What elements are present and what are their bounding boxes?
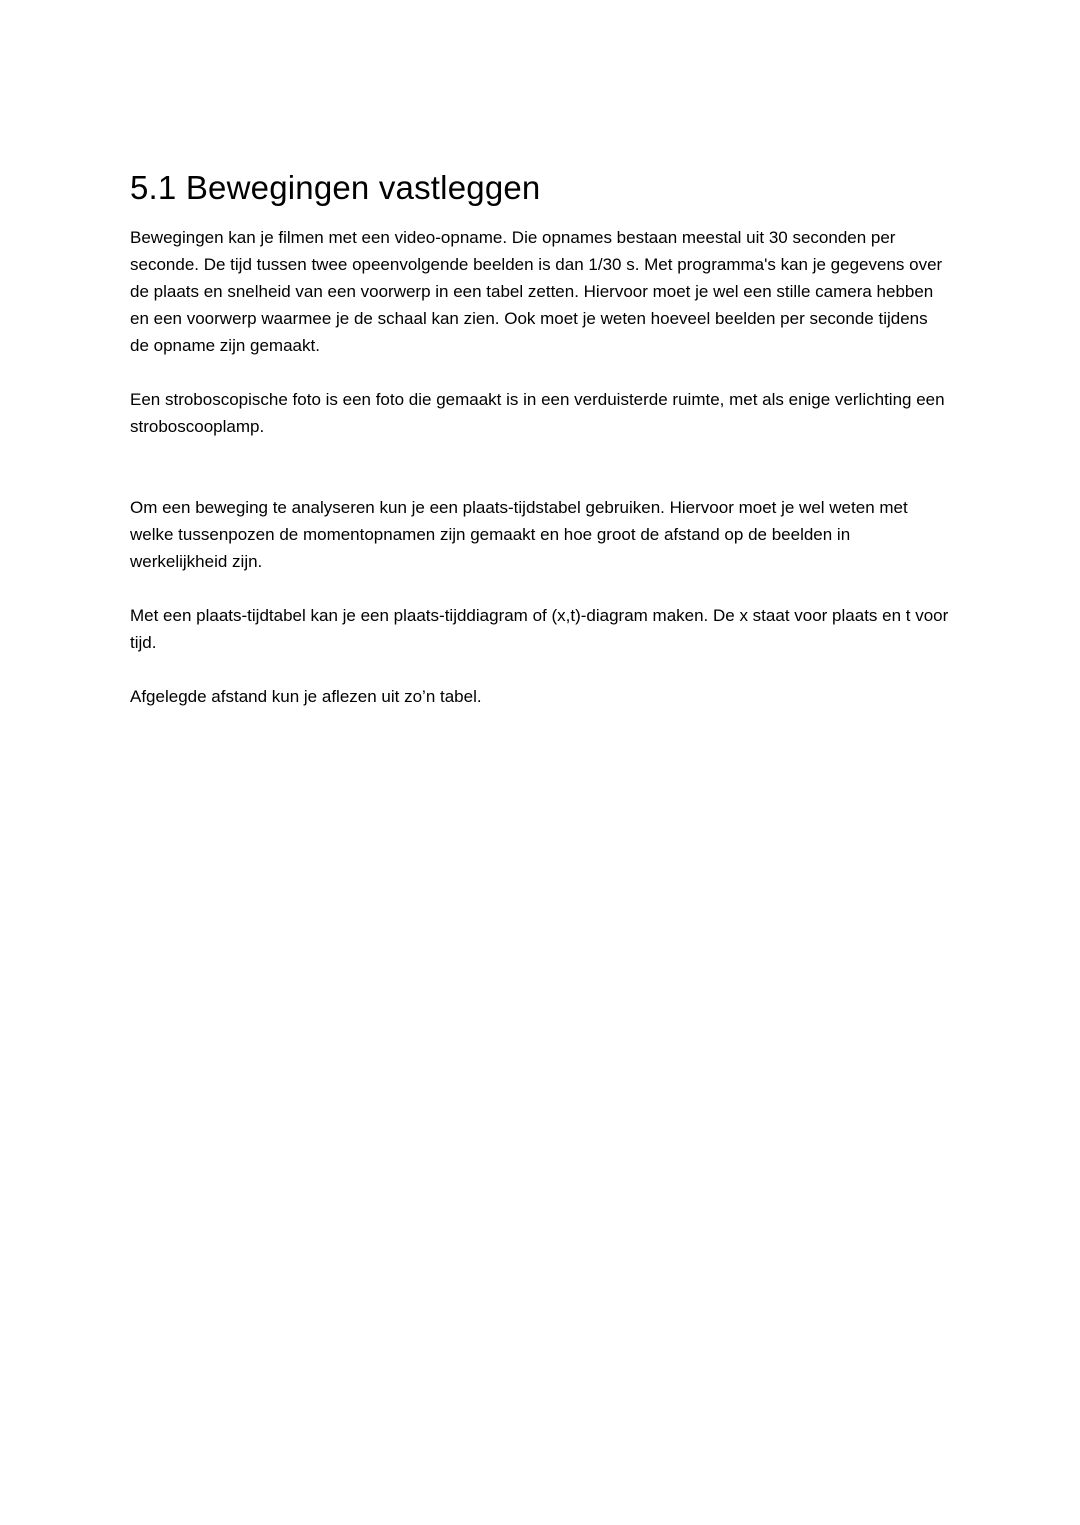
paragraph: Om een beweging te analyseren kun je een plaats-tijdstabel gebruiken. Hiervoor moet je wel weten met welke tussenpozen de momentopnamen zijn gemaakt en hoe groot de afstand op de beelden in werkelijkheid zijn. bbox=[130, 497, 908, 571]
paragraph: Met een plaats-tijdtabel kan je een plaats-tijddiagram of (x,t)-diagram maken. De x staat voor plaats en t voor tijd. bbox=[130, 605, 949, 652]
section-heading: 5.1 Bewegingen vastleggen bbox=[130, 169, 541, 206]
paragraph: Afgelegde afstand kun je aflezen uit zo’n tabel. bbox=[130, 686, 482, 706]
paragraph: Een stroboscopische foto is een foto die gemaakt is in een verduisterde ruimte, met als enige verlichting een stroboscooplamp. bbox=[130, 389, 945, 436]
paragraph: Bewegingen kan je filmen met een video-opname. Die opnames bestaan meestal uit 30 seconden per seconde. De tijd tussen twee opeenvolgende beelden is dan 1/30 s. Met programma's kan je gegevens over de plaats en snelheid van een voorwerp in een tabel zetten. Hiervoor moet je wel een stille camera hebben en een voorwerp waarmee je de schaal kan zien. Ook moet je weten hoeveel beelden per seconde tijdens de opname zijn gemaakt. bbox=[130, 227, 943, 355]
